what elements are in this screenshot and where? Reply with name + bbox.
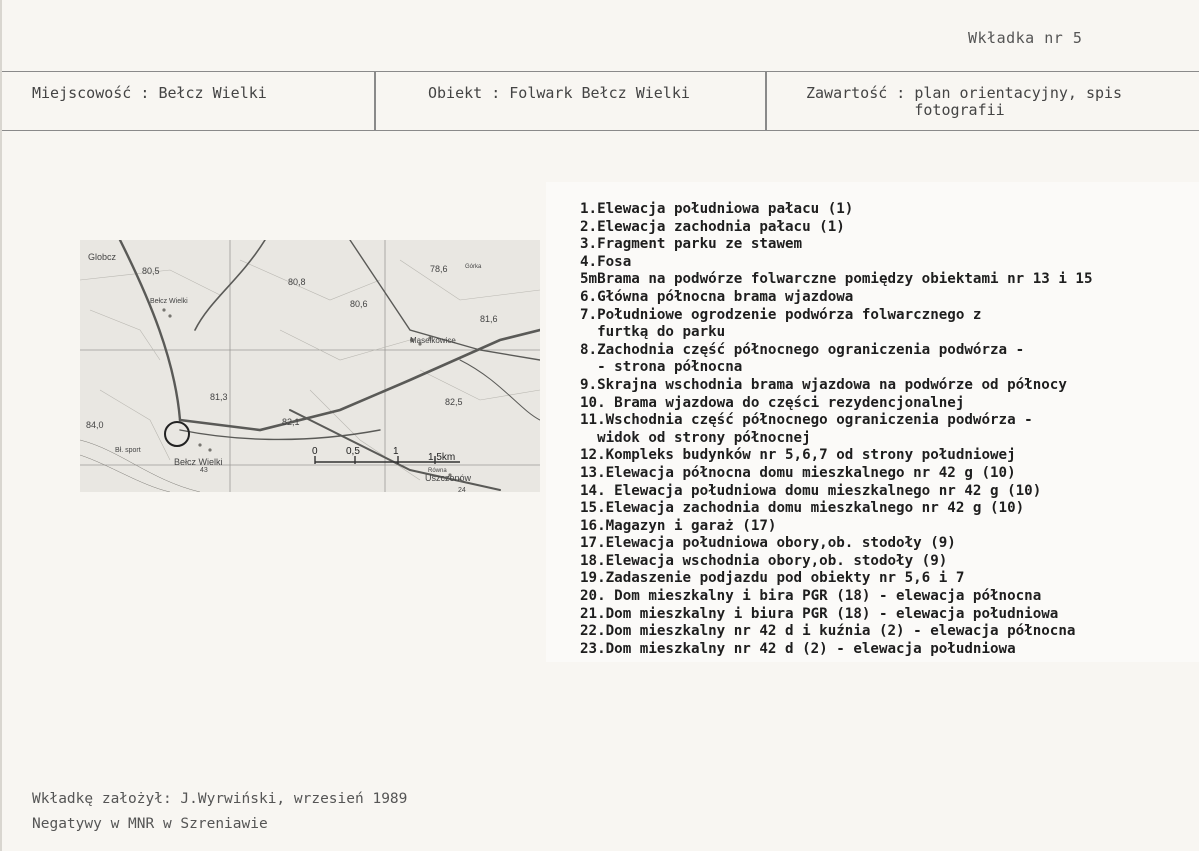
- photo-caption: Dom mieszkalny nr 42 d i kuźnia (2) - elewacja północna: [605, 623, 1076, 640]
- photo-item: [580, 623, 1093, 641]
- object-cell: [428, 85, 690, 102]
- photo-list: [580, 201, 1093, 658]
- svg-text:80,6: 80,6: [350, 299, 368, 309]
- location-label: Miejscowość :: [32, 84, 150, 102]
- photo-item: [580, 342, 1093, 377]
- svg-text:1,5km: 1,5km: [428, 452, 456, 463]
- photo-item: [580, 412, 1093, 447]
- photo-item: [580, 465, 1093, 483]
- photo-caption: Elewacja zachodnia domu mieszkalnego nr 42 g (10): [605, 500, 1025, 517]
- svg-text:80,8: 80,8: [288, 277, 306, 287]
- content-cell: [806, 85, 1164, 119]
- photo-number: 19.: [580, 570, 606, 587]
- photo-item: [580, 588, 1093, 606]
- orientation-map: [80, 240, 540, 492]
- svg-text:Bełcz Wielki: Bełcz Wielki: [150, 298, 188, 305]
- photo-number: 22.: [580, 623, 606, 640]
- photo-list-panel: [546, 182, 1199, 662]
- site-marker-icon: [165, 422, 189, 446]
- svg-text:Uszczonów: Uszczonów: [425, 473, 472, 483]
- insert-number: Wkładka nr 5: [968, 29, 1083, 47]
- svg-text:Górka: Górka: [465, 264, 482, 270]
- photo-item: [580, 377, 1093, 395]
- photo-number: 12.: [580, 447, 606, 464]
- svg-text:0,5: 0,5: [346, 446, 360, 457]
- content-value: plan orientacyjny, spis fotografii: [914, 84, 1123, 119]
- photo-caption: Główna północna brama wjazdowa: [597, 288, 854, 305]
- divider: [765, 72, 767, 130]
- location-value: Bełcz Wielki: [158, 84, 267, 102]
- photo-item: [580, 307, 1093, 342]
- photo-item: [580, 570, 1093, 588]
- photo-caption: Fragment parku ze stawem: [597, 236, 803, 253]
- photo-item: [580, 395, 1093, 413]
- photo-item: [580, 236, 1093, 254]
- photo-number: 5m: [580, 271, 598, 288]
- svg-text:Równa: Równa: [428, 468, 447, 474]
- photo-caption: Elewacja zachodnia pałacu (1): [597, 218, 845, 235]
- photo-number: 7.: [580, 306, 598, 323]
- photo-number: 4.: [580, 253, 598, 270]
- object-label: Obiekt :: [428, 84, 501, 102]
- photo-item: [580, 641, 1093, 659]
- photo-item: [580, 447, 1093, 465]
- svg-text:Bł. sport: Bł. sport: [115, 447, 141, 454]
- svg-text:1: 1: [393, 446, 399, 457]
- photo-caption: Zadaszenie podjazdu pod obiekty nr 5,6 i 7: [605, 570, 965, 587]
- photo-number: 23.: [580, 640, 606, 657]
- photo-caption: Elewacja północna domu mieszkalnego nr 42 g (10): [605, 464, 1016, 481]
- photo-item: [580, 289, 1093, 307]
- svg-text:Globcz: Globcz: [88, 252, 117, 262]
- photo-item: [580, 483, 1093, 501]
- photo-caption: Brama wjazdowa do części rezydencjonalnej: [605, 394, 965, 411]
- info-band: [2, 71, 1199, 131]
- svg-text:81,3: 81,3: [210, 392, 228, 402]
- photo-caption: Brama na podwórze folwarczne pomiędzy obiektami nr 13 i 15: [597, 271, 1093, 288]
- svg-text:84,0: 84,0: [86, 420, 104, 430]
- svg-text:80,5: 80,5: [142, 266, 160, 276]
- photo-number: 10.: [580, 394, 606, 411]
- author-line: Wkładkę założył: J.Wyrwiński, wrzesień 1989: [32, 791, 408, 807]
- photo-item: [580, 553, 1093, 571]
- object-value: Folwark Bełcz Wielki: [509, 84, 690, 102]
- photo-item: [580, 201, 1093, 219]
- photo-caption: Wschodnia część północnego ograniczenia podwórza - widok od strony północnej: [597, 412, 1033, 446]
- photo-number: 9.: [580, 376, 598, 393]
- photo-item: [580, 535, 1093, 553]
- photo-number: 13.: [580, 464, 606, 481]
- village-label: Bełcz Wielki: [174, 457, 223, 467]
- photo-number: 3.: [580, 236, 598, 253]
- photo-caption: Elewacja południowa obory,ob. stodoły (9): [605, 535, 956, 552]
- photo-item: [580, 606, 1093, 624]
- photo-caption: Dom mieszkalny i biura PGR (18) - elewacja południowa: [605, 605, 1059, 622]
- photo-caption: Elewacja południowa domu mieszkalnego nr 42 g (10): [605, 482, 1042, 499]
- svg-text:24: 24: [458, 487, 466, 492]
- svg-text:82,1: 82,1: [282, 417, 300, 427]
- photo-item: [580, 500, 1093, 518]
- photo-caption: Skrajna wschodnia brama wjazdowa na podwórze od północy: [597, 376, 1067, 393]
- photo-number: 8.: [580, 341, 598, 358]
- svg-text:0: 0: [312, 446, 318, 457]
- negatives-line: Negatywy w MNR w Szreniawie: [32, 816, 268, 832]
- svg-text:43: 43: [200, 467, 208, 474]
- photo-number: 2.: [580, 218, 598, 235]
- photo-item: [580, 254, 1093, 272]
- content-label: Zawartość :: [806, 84, 906, 102]
- photo-number: 6.: [580, 288, 598, 305]
- photo-caption: Fosa: [597, 253, 632, 270]
- photo-number: 17.: [580, 535, 606, 552]
- photo-number: 18.: [580, 552, 606, 569]
- photo-item: [580, 518, 1093, 536]
- photo-caption: Zachodnia część północnego ograniczenia podwórza - - strona północna: [597, 341, 1025, 376]
- photo-number: 14.: [580, 482, 606, 499]
- photo-number: 15.: [580, 500, 606, 517]
- photo-caption: Kompleks budynków nr 5,6,7 od strony południowej: [605, 447, 1016, 464]
- svg-text:81,6: 81,6: [480, 314, 498, 324]
- svg-text:Masełkowice: Masełkowice: [410, 336, 456, 345]
- photo-caption: Dom mieszkalny nr 42 d (2) - elewacja południowa: [605, 640, 1016, 657]
- svg-text:82,5: 82,5: [445, 397, 463, 407]
- photo-item: [580, 271, 1093, 289]
- svg-text:78,6: 78,6: [430, 264, 448, 274]
- photo-item: [580, 219, 1093, 237]
- location-cell: [32, 85, 267, 102]
- photo-number: 21.: [580, 605, 606, 622]
- photo-caption: Południowe ogrodzenie podwórza folwarcznego z furtką do parku: [597, 306, 982, 341]
- photo-number: 16.: [580, 517, 606, 534]
- photo-caption: Elewacja południowa pałacu (1): [597, 201, 854, 217]
- photo-caption: Elewacja wschodnia obory,ob. stodoły (9): [605, 552, 948, 569]
- photo-caption: Magazyn i garaż (17): [605, 517, 777, 534]
- photo-number: 20.: [580, 588, 606, 605]
- divider: [374, 72, 376, 130]
- photo-caption: Dom mieszkalny i bira PGR (18) - elewacja północna: [605, 588, 1042, 605]
- photo-number: 1.: [580, 201, 598, 217]
- photo-number: 11.: [580, 412, 606, 429]
